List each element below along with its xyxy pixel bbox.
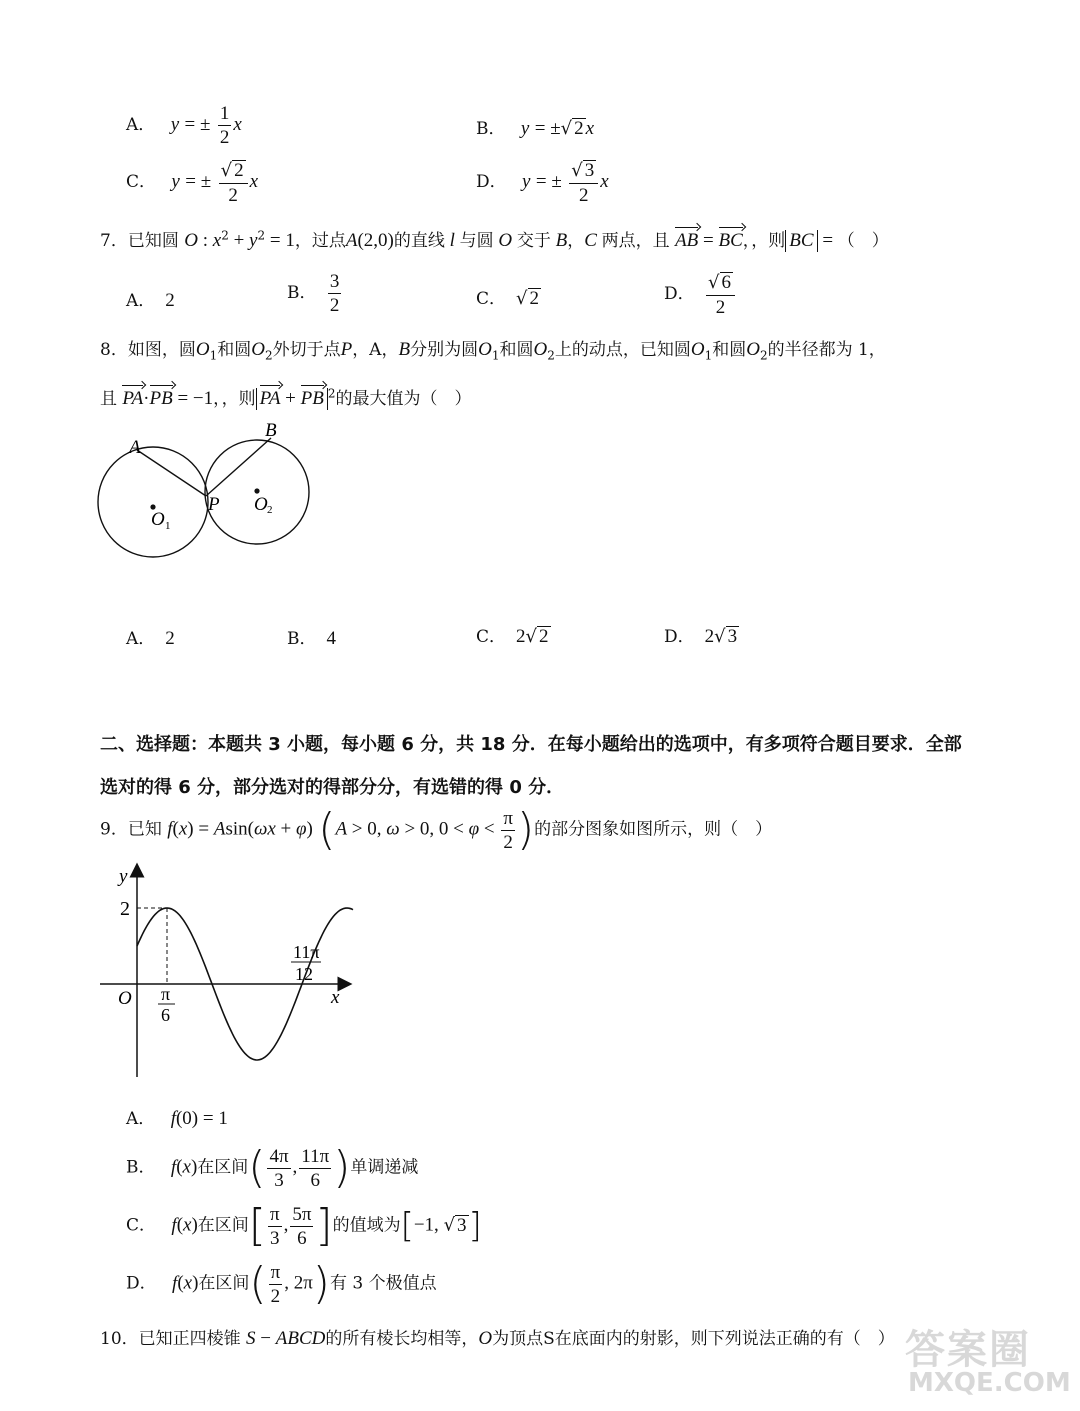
- q8-option-b: B． 4: [287, 628, 336, 649]
- segment-pb: [206, 438, 271, 496]
- question-8-stem-line2: 且 PA·PB = −1，，则 PA + PB $^2$的最大值为（ ）: [100, 386, 472, 409]
- label-o2: O: [254, 494, 268, 515]
- segment-pa: [137, 450, 206, 496]
- q9-option-c: C． f(x)在区间[ $\frac{\pi}{3}$ , $\frac{5\pi}{6}$ ]的值域为[−1, √ 3]: [126, 1200, 482, 1251]
- q7-option-a: A． 2: [126, 290, 175, 311]
- label-o2-sub: 2: [267, 504, 273, 516]
- q9-option-a: A． f(0) = 1: [126, 1108, 228, 1129]
- label-origin: O: [118, 988, 132, 1009]
- q8-option-c: C． 2√ 2: [476, 626, 549, 647]
- label-a: A: [129, 437, 141, 458]
- label-o1-sub: 1: [165, 520, 171, 532]
- section-2-heading-line2: 选对的得 6 分，部分选对的得部分分，有选错的得 0 分．: [100, 777, 565, 798]
- tangent-circles-figure: [95, 418, 320, 568]
- question-7-stem: 7．已知圆 O : $x^2 + y^2 = 1$，过点A(2,0)的直线 l 与圆 O 交于 B，C 两点，且 AB = BC，，则 BC = （ ）: [100, 228, 889, 251]
- q9-option-d: D． f(x)在区间( $\frac{\pi}{2}$ , 2π)有 3 个极值点: [126, 1258, 437, 1309]
- q8-option-d: D． 2√ 3: [664, 626, 738, 647]
- center-o2-dot: [254, 488, 259, 493]
- question-8-stem-line1: 8．如图，圆$O_1$和圆$O_2$外切于点P，A，B分别为圆$O_1$和圆$O_2$上的动点，已知圆$O_1$和圆$O_2$的半径都为 1，: [100, 339, 886, 363]
- circle-o1: [98, 447, 208, 557]
- section-2-heading-line1: 二、选择题：本题共 3 小题，每小题 6 分，共 18 分．在每小题给出的选项中，有多项符合题目要求．全部: [100, 734, 962, 755]
- label-11pi-over-12-num: 11π: [293, 942, 320, 962]
- sine-graph-figure: [95, 862, 365, 1082]
- question-9-stem: 9．已知 f(x) = Asin(ωx + φ) (A > 0, ω > 0, 0 < φ < $\frac{\pi}{2}$ )的部分图象如图所示，则（ ）: [100, 804, 773, 855]
- q7-option-c: C． √ 2: [476, 288, 539, 309]
- question-10-stem: 10．已知正四棱锥 S − ABCD的所有棱长均相等，O为顶点S在底面内的射影，则下列说法正确的有（ ）: [100, 1328, 895, 1349]
- label-11pi-over-12-den: 12: [295, 964, 313, 984]
- q7-option-d: D． $\frac{√ 6}{2}$: [664, 272, 737, 317]
- label-pi-over-6-den: 6: [161, 1005, 170, 1025]
- label-b: B: [265, 420, 277, 441]
- label-max-2: 2: [120, 898, 130, 920]
- q6-option-c: C． y = ± $\frac{√ 2}{2}$ x: [126, 160, 258, 206]
- q8-option-a: A． 2: [126, 628, 175, 649]
- label-x: x: [331, 987, 340, 1008]
- q6-option-b: B． y = ±√ 2 x: [476, 118, 595, 139]
- q6-option-a: A． y = ± $\frac{1}{2}$ x: [126, 103, 242, 148]
- q6-option-d: D． y = ± $\frac{√ 3}{2}$ x: [476, 160, 609, 206]
- q7-option-b: B． $\frac{3}{2}$: [287, 271, 340, 316]
- watermark-logo-text: 答案圈: [905, 1327, 1031, 1373]
- label-p: P: [208, 494, 220, 515]
- watermark-url: MXQE.COM: [908, 1368, 1071, 1398]
- label-y: y: [119, 866, 128, 887]
- label-o1: O: [151, 509, 165, 530]
- q9-option-b: B． f(x)在区间( $\frac{4\pi}{3}$ , $\frac{11\pi}{6}$ )单调递减: [126, 1142, 419, 1193]
- label-pi-over-6-num: π: [161, 984, 171, 1004]
